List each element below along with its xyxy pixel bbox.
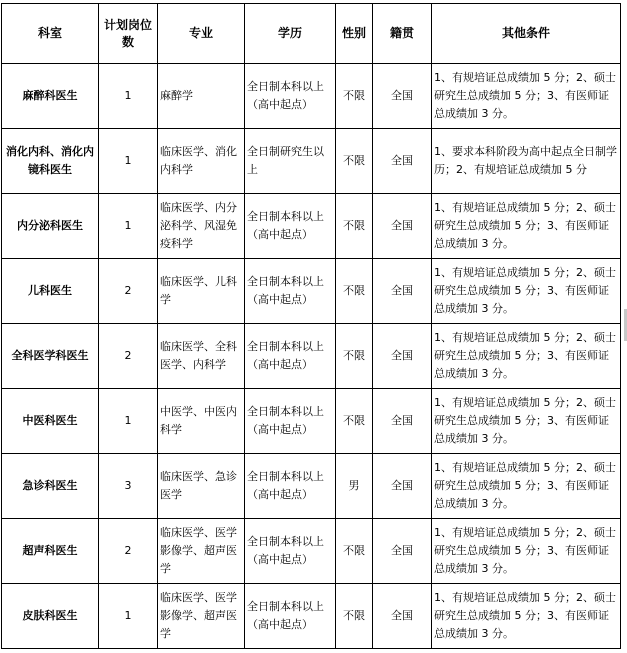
cell-major: 临床医学、内分泌科学、风湿免疫科学 — [158, 194, 245, 259]
cell-education: 全日制本科以上（高中起点） — [245, 324, 336, 389]
table-row — [2, 129, 621, 194]
cell-dept: 超声科医生 — [2, 519, 99, 584]
table-row — [2, 519, 621, 584]
cell-major: 临床医学、急诊医学 — [158, 454, 245, 519]
table-row — [2, 584, 621, 649]
cell-major: 临床医学、全科医学、内科学 — [158, 324, 245, 389]
cell-count: 1 — [99, 129, 158, 194]
cell-education: 全日制研究生以上 — [245, 129, 336, 194]
cell-education: 全日制本科以上（高中起点） — [245, 584, 336, 649]
header-other-conditions: 其他条件 — [432, 4, 621, 64]
cell-dept: 中医科医生 — [2, 389, 99, 454]
cell-dept: 全科医学科医生 — [2, 324, 99, 389]
cell-other-conditions: 1、要求本科阶段为高中起点全日制学历；2、有规培证总成绩加 5 分 — [432, 129, 621, 194]
cell-count: 1 — [99, 194, 158, 259]
cell-gender: 男 — [336, 454, 373, 519]
cell-gender: 不限 — [336, 324, 373, 389]
cell-gender: 不限 — [336, 389, 373, 454]
cell-other-conditions: 1、有规培证总成绩加 5 分；2、硕士研究生总成绩加 5 分；3、有医师证总成绩加 3 分。 — [432, 584, 621, 649]
table-row — [2, 194, 621, 259]
cell-dept: 内分泌科医生 — [2, 194, 99, 259]
table-row — [2, 64, 621, 129]
header-dept: 科室 — [2, 4, 99, 64]
cell-education: 全日制本科以上（高中起点） — [245, 64, 336, 129]
cell-dept: 急诊科医生 — [2, 454, 99, 519]
recruitment-table — [1, 3, 621, 649]
cell-other-conditions: 1、有规培证总成绩加 5 分；2、硕士研究生总成绩加 5 分；3、有医师证总成绩加 3 分。 — [432, 454, 621, 519]
cell-major: 中医学、中医内科学 — [158, 389, 245, 454]
header-origin: 籍贯 — [373, 4, 432, 64]
cell-gender: 不限 — [336, 584, 373, 649]
cell-major: 临床医学、消化内科学 — [158, 129, 245, 194]
header-major: 专业 — [158, 4, 245, 64]
cell-gender: 不限 — [336, 194, 373, 259]
header-count: 计划岗位数 — [99, 4, 158, 64]
cell-dept: 麻醉科医生 — [2, 64, 99, 129]
table-row — [2, 389, 621, 454]
header-row — [2, 4, 621, 64]
cell-dept: 皮肤科医生 — [2, 584, 99, 649]
cell-origin: 全国 — [373, 389, 432, 454]
cell-origin: 全国 — [373, 259, 432, 324]
cell-gender: 不限 — [336, 129, 373, 194]
cell-other-conditions: 1、有规培证总成绩加 5 分；2、硕士研究生总成绩加 5 分；3、有医师证总成绩加 3 分。 — [432, 519, 621, 584]
cell-origin: 全国 — [373, 454, 432, 519]
cell-other-conditions: 1、有规培证总成绩加 5 分；2、硕士研究生总成绩加 5 分；3、有医师证总成绩加 3 分。 — [432, 324, 621, 389]
cell-origin: 全国 — [373, 584, 432, 649]
cell-origin: 全国 — [373, 194, 432, 259]
cell-other-conditions: 1、有规培证总成绩加 5 分；2、硕士研究生总成绩加 5 分；3、有医师证总成绩加 3 分。 — [432, 259, 621, 324]
cell-origin: 全国 — [373, 519, 432, 584]
cell-major: 临床医学、医学影像学、超声医学 — [158, 584, 245, 649]
cell-origin: 全国 — [373, 129, 432, 194]
cell-major: 临床医学、儿科学 — [158, 259, 245, 324]
cell-origin: 全国 — [373, 64, 432, 129]
cell-count: 3 — [99, 454, 158, 519]
table-row — [2, 259, 621, 324]
cell-gender: 不限 — [336, 519, 373, 584]
cell-count: 1 — [99, 389, 158, 454]
cell-major: 临床医学、医学影像学、超声医学 — [158, 519, 245, 584]
cell-count: 2 — [99, 519, 158, 584]
cell-count: 1 — [99, 584, 158, 649]
table-row — [2, 454, 621, 519]
cell-origin: 全国 — [373, 324, 432, 389]
cell-education: 全日制本科以上（高中起点） — [245, 389, 336, 454]
cell-major: 麻醉学 — [158, 64, 245, 129]
cell-gender: 不限 — [336, 259, 373, 324]
cell-dept: 儿科医生 — [2, 259, 99, 324]
header-gender: 性别 — [336, 4, 373, 64]
cell-other-conditions: 1、有规培证总成绩加 5 分；2、硕士研究生总成绩加 5 分；3、有医师证总成绩加 3 分。 — [432, 64, 621, 129]
cell-other-conditions: 1、有规培证总成绩加 5 分；2、硕士研究生总成绩加 5 分；3、有医师证总成绩加 3 分。 — [432, 194, 621, 259]
cell-other-conditions: 1、有规培证总成绩加 5 分；2、硕士研究生总成绩加 5 分；3、有医师证总成绩加 3 分。 — [432, 389, 621, 454]
cell-education: 全日制本科以上（高中起点） — [245, 194, 336, 259]
cell-gender: 不限 — [336, 64, 373, 129]
cell-dept: 消化内科、消化内镜科医生 — [2, 129, 99, 194]
table-row — [2, 324, 621, 389]
cell-education: 全日制本科以上（高中起点） — [245, 259, 336, 324]
header-education: 学历 — [245, 4, 336, 64]
cell-count: 1 — [99, 64, 158, 129]
cell-count: 2 — [99, 259, 158, 324]
cell-education: 全日制本科以上（高中起点） — [245, 454, 336, 519]
cell-education: 全日制本科以上（高中起点） — [245, 519, 336, 584]
cell-count: 2 — [99, 324, 158, 389]
